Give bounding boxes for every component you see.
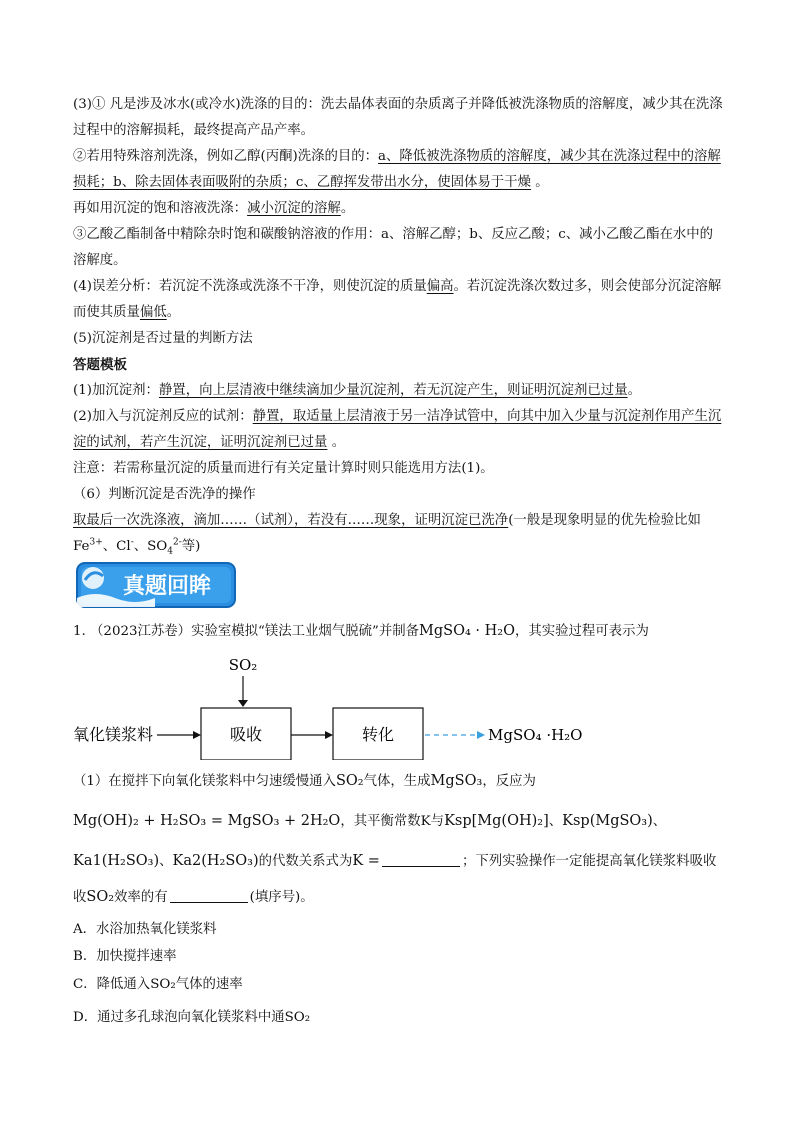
after-k2-text: 效率的有: [114, 890, 168, 905]
paragraph-3c-prefix: 再如用沉淀的饱和溶液洗涤：: [73, 201, 248, 216]
part-1-gas: SO₂: [335, 773, 364, 789]
template-1: [73, 378, 723, 404]
flow-box-absorb-label: 吸收: [229, 725, 263, 744]
process-flow-diagram: [73, 650, 633, 760]
answer-blank-options[interactable]: [170, 888, 248, 903]
template-2: [73, 404, 723, 456]
paragraph-3b-prefix: ②若用特殊溶剂洗涤，例如乙醇(丙酮)洗涤的目的：: [73, 149, 379, 164]
question-intro: [73, 620, 733, 639]
flow-input-arrowhead: [193, 731, 201, 739]
paragraph-3a: (3)① 凡是涉及冰水(或冷水)洗涤的目的：洗去晶体表面的杂质离子并降低被洗涤物质的溶解度，减少其在洗涤过程中的溶解损耗，最终提高产品产率。: [73, 97, 723, 138]
paragraph-3c: [73, 196, 723, 222]
fill-hint: (填序号)。: [249, 890, 314, 905]
flow-output-arrowhead: [477, 731, 485, 739]
part-1-product: MgSO₃: [430, 773, 483, 789]
ksp-mgso3: Ksp(MgSO₃): [562, 813, 653, 829]
flow-mid-arrowhead: [325, 731, 333, 739]
part-1-text-b: 气体，生成: [363, 774, 431, 789]
template-2-prefix: (2)加入与沉淀剂反应的试剂：: [73, 409, 253, 424]
reaction-equation: Mg(OH)₂ + H₂SO₃ = MgSO₃ + 2H₂O: [73, 813, 341, 829]
template-1-prefix: (1)加沉淀剂：: [73, 383, 159, 398]
k-equals: K =: [352, 853, 380, 869]
paragraph-3b-suffix: 。: [535, 175, 549, 190]
section-badge: [75, 560, 237, 610]
template-1-answer: 静置，向上层清液中继续滴加少量沉淀剂，若无沉淀产生，则证明沉淀剂已过量: [158, 383, 628, 398]
paragraph-6-sulfate: 、SO: [133, 539, 168, 554]
option-c[interactable]: C．降低通入SO₂气体的速率: [73, 977, 243, 992]
part-1-text-c: ，反应为: [482, 774, 536, 789]
question-intro-tail: ，其实验过程可表示为: [514, 624, 649, 639]
paragraph-6-tail: (一般是现象明显的优先检验比如Fe: [73, 513, 701, 554]
badge-title: 真题回眸: [122, 574, 212, 599]
part-1-line-4: 收SO₂效率的有 (填序号)。: [73, 889, 314, 905]
paragraph-4-answer-1: 偏高: [426, 279, 454, 294]
template-2-answer: 静置，取适量上层清液于另一洁净试管中，向其中加入少量与沉淀剂作用产生沉淀的试剂，若产生沉淀，证明沉淀剂已过量: [73, 409, 722, 450]
k-text: ，其平衡常数K与: [340, 814, 445, 829]
paragraph-3c-answer: 减小沉淀的溶解: [247, 201, 341, 216]
template-1-suffix: 。: [627, 383, 641, 398]
paragraph-4-answer-2: 偏低: [139, 305, 167, 320]
after-k-text: ；下列实验操作一定能提高氧化镁浆料吸收: [461, 854, 717, 869]
paragraph-6-answer: 取最后一次洗涤液，滴加……（试剂），若没有……现象，证明沉淀已洗净(一般是现象明显的优先检验比如$Fe^{3+}$、Cl-、$SO_4^{2-}$等): [73, 513, 701, 557]
question-intro-text: 1. （2023江苏卷）实验室模拟“镁法工业烟气脱硫”并制备: [73, 624, 420, 639]
option-b[interactable]: B．加快搅拌速率: [73, 949, 177, 964]
template-2-suffix: 。: [331, 435, 346, 450]
ka1-h2so3: Ka1(H₂SO₃): [73, 853, 160, 869]
paragraph-3c-suffix: 。: [340, 201, 355, 216]
flow-gas-label: SO₂: [228, 656, 258, 674]
flow-output-label: MgSO₄ ·H₂O: [488, 726, 583, 744]
notes-section: [73, 92, 723, 560]
paragraph-3b: [73, 144, 723, 196]
paragraph-6-underlined: 取最后一次洗涤液，滴加……（试剂），若没有……现象，证明沉淀已洗净: [73, 513, 509, 528]
paragraph-4-c: 。: [166, 305, 181, 320]
part-1-gas-2: SO₂: [86, 889, 115, 905]
option-d[interactable]: D．通过多孔球泡向氧化镁浆料中通SO₂: [73, 1010, 311, 1025]
part-1-line-2: Mg(OH)₂ + H₂SO₃ = MgSO₃ + 2H₂O，其平衡常数K与Ksp[Mg(OH)₂]、Ksp(MgSO₃)、: [73, 813, 667, 829]
k-relation-text: 的代数关系式为: [258, 854, 353, 869]
paragraph-6: （6）判断沉淀是否洗净的操作: [73, 487, 256, 502]
part-1-line-3: Ka1(H₂SO₃)、Ka2(H₂SO₃)的代数关系式为K = ；下列实验操作一定能提高氧化镁浆料吸收: [73, 853, 717, 869]
part-1-text-a: （1）在搅拌下向氧化镁浆料中匀速缓慢通入: [73, 774, 336, 789]
paragraph-5: (5)沉淀剂是否过量的判断方法: [73, 331, 253, 346]
flow-box-convert-label: 转化: [361, 725, 395, 744]
paragraph-4-b: 。若沉淀洗涤次数过多，则会使部分沉淀溶解而使其质量: [73, 279, 722, 320]
flow-input-label: 氧化镁浆料: [73, 725, 154, 744]
paragraph-3b-answer: a、降低被洗涤物质的溶解度，减少其在洗涤过程中的溶解损耗；b、除去固体表面吸附的杂质；c、乙醇挥发带出水分，使固体易于干燥: [73, 149, 721, 190]
paragraph-6-chloride: 、Cl: [102, 539, 131, 554]
option-a[interactable]: A．水浴加热氧化镁浆料: [73, 922, 217, 937]
answer-blank-k[interactable]: [382, 852, 460, 867]
note: 注意：若需称量沉淀的质量而进行有关定量计算时则只能选用方法(1)。: [73, 461, 494, 476]
flow-gas-arrowhead: [238, 700, 248, 707]
template-title: 答题模板: [73, 357, 127, 373]
paragraph-6-close: 等): [181, 539, 201, 554]
paragraph-3d: ③乙酸乙酯制备中精除杂时饱和碳酸钠溶液的作用：a、溶解乙醇；b、反应乙酸；c、减小乙酸乙酯在水中的溶解度。: [73, 227, 714, 268]
ksp-mgoh2: Ksp[Mg(OH)₂]: [444, 813, 549, 829]
paragraph-4-a: (4)误差分析：若沉淀不洗涤或洗涤不干净，则使沉淀的质量: [73, 279, 427, 294]
paragraph-4: [73, 274, 723, 326]
question-product: MgSO₄ · H₂O: [419, 623, 515, 639]
part-1-line-1: [73, 770, 733, 789]
ka2-h2so3: Ka2(H₂SO₃): [172, 853, 259, 869]
